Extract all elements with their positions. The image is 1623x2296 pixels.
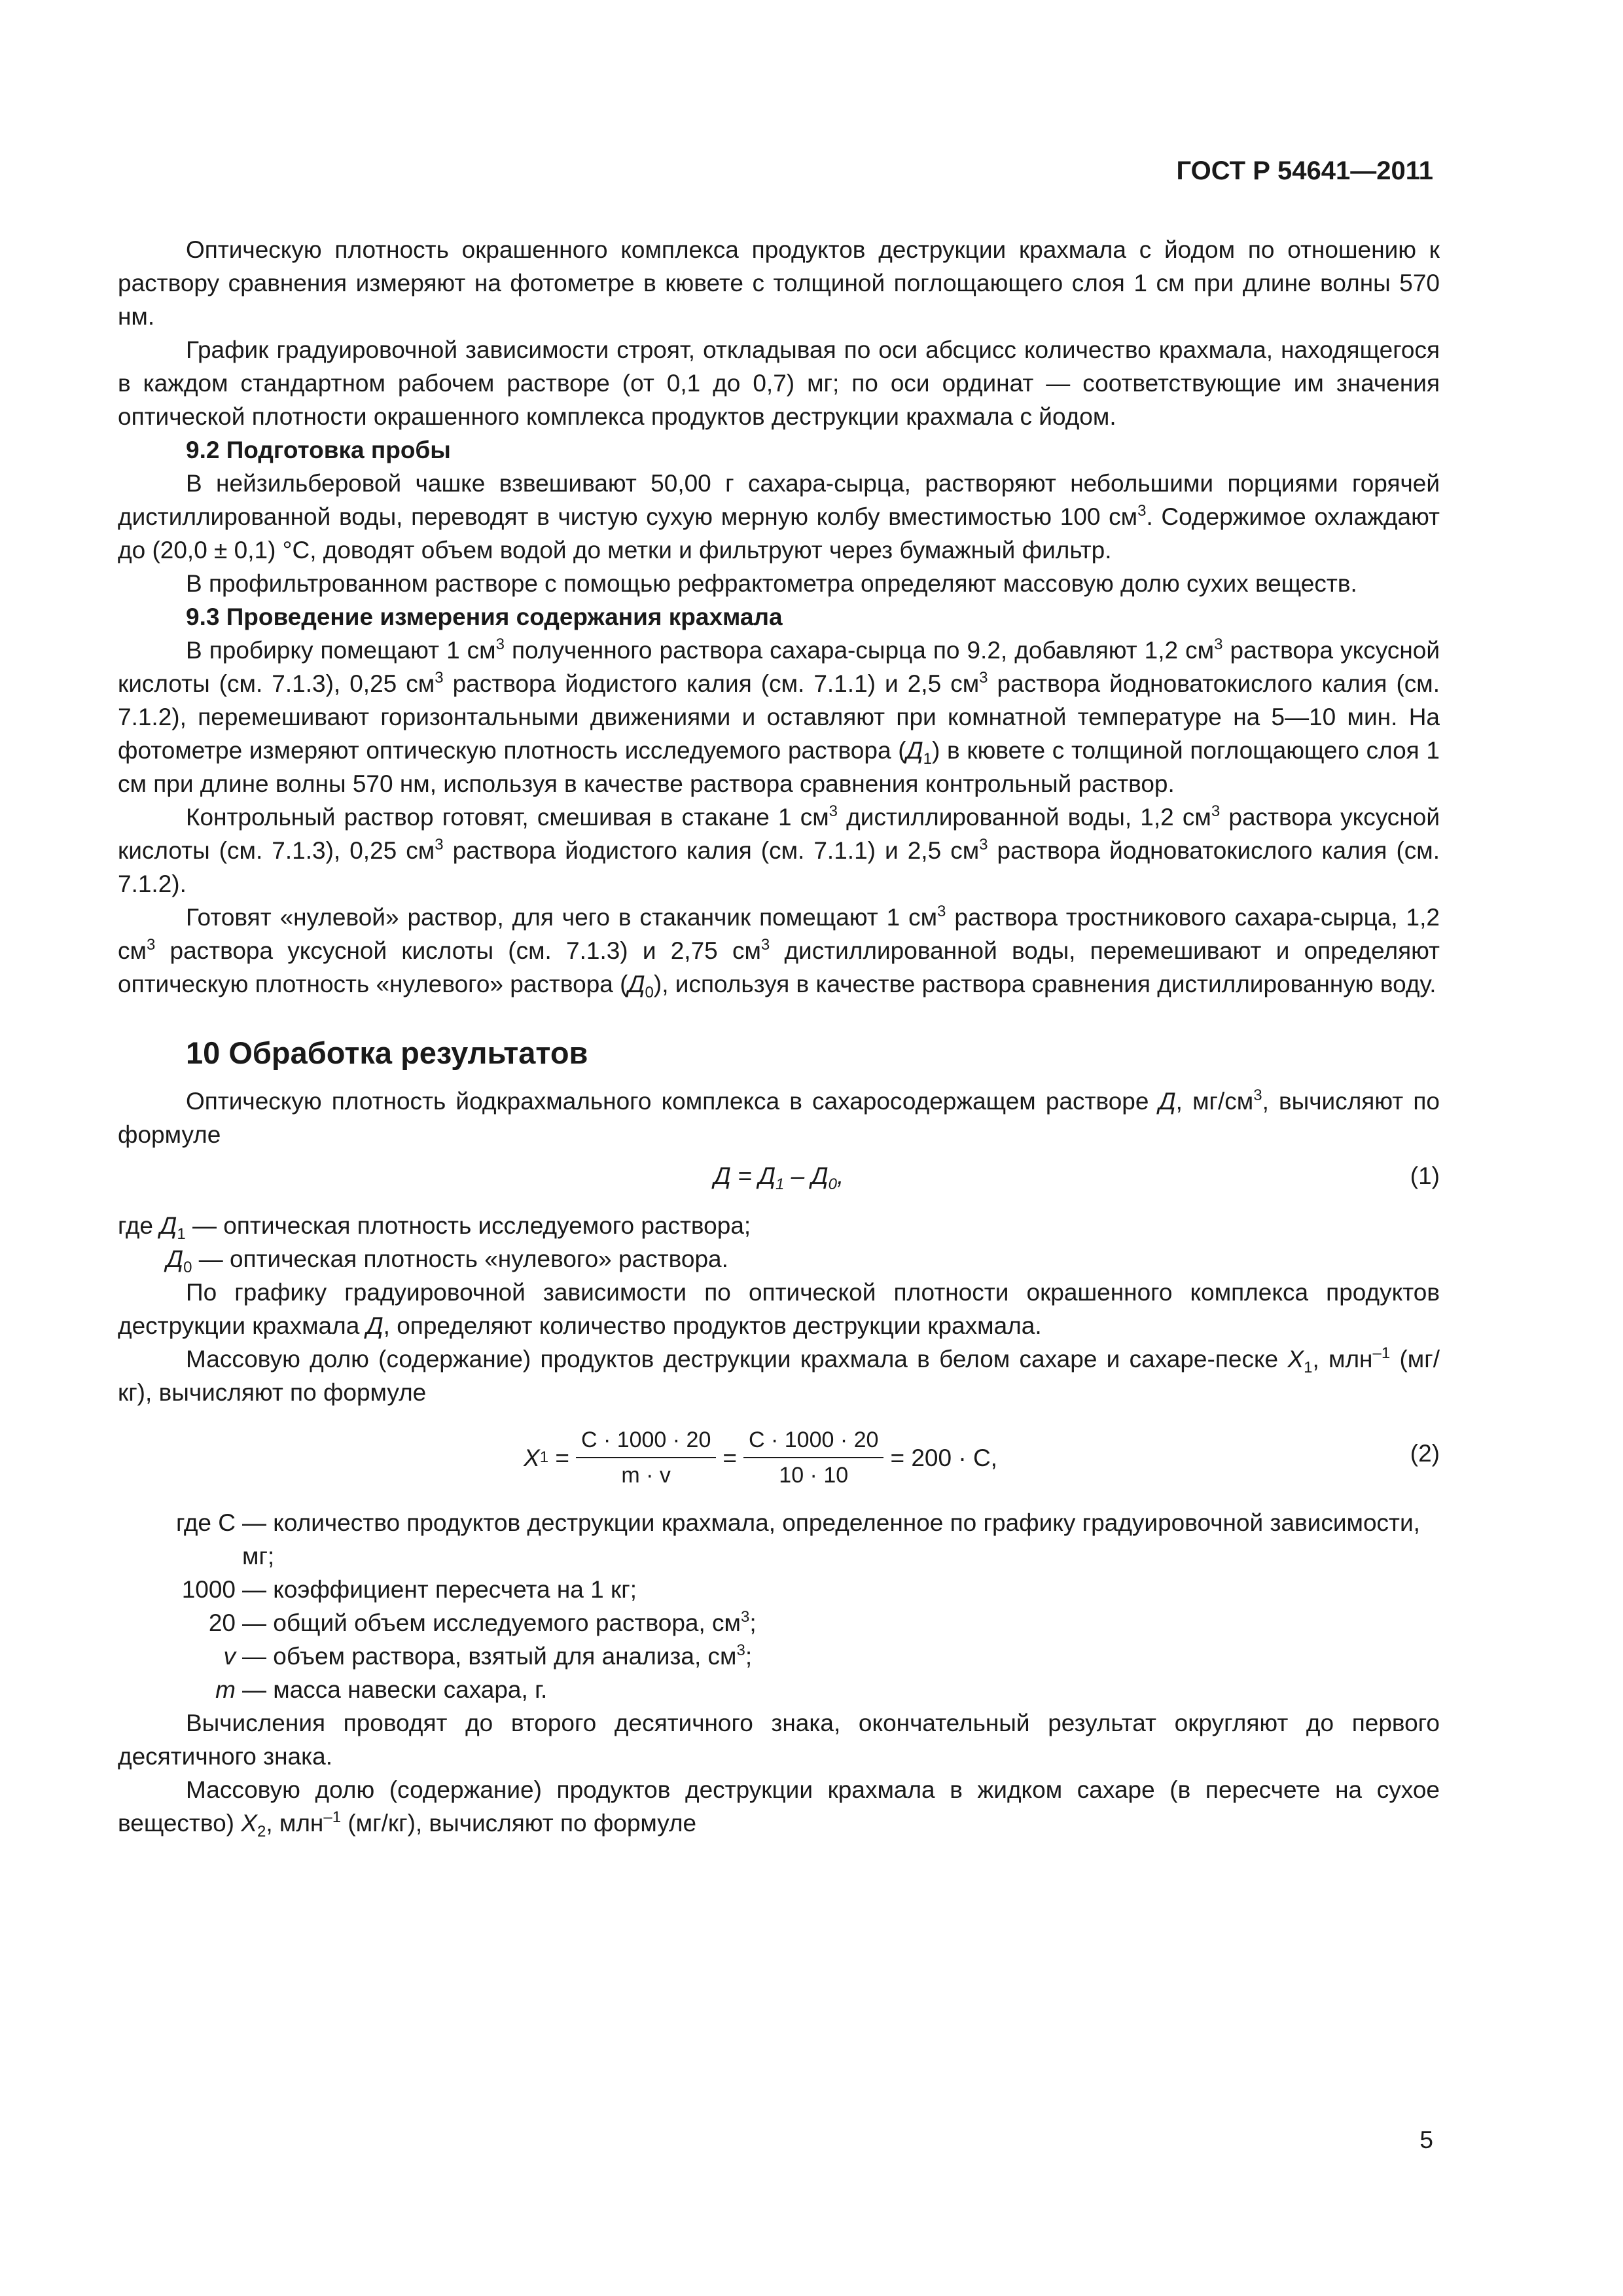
formula-1: $Д = Д_1 - Д_0$, (1)	[118, 1159, 1440, 1201]
where-list-2	[118, 1506, 1440, 1706]
paragraph-9-3-2: Контрольный раствор готовят, смешивая в стакане 1 $см^3$ дистиллированной воды, 1,2 $см^3$ раствора уксусной кислоты (см. 7.1.3), 0,25 $см^3$ раствора йодистого калия (см. 7.1.1) и 2,5 $см^3$ раствора йодноватокислого калия (см. 7.1.2).	[118, 802, 1440, 897]
paragraph-10-2: По графику градуировочной зависимости по оптической плотности окрашенного комплекса продуктов деструкции крахмала Д, определяют количество продуктов деструкции крахмала.	[118, 1279, 1440, 1339]
formula-2-number: (2)	[1410, 1440, 1440, 1467]
formula-2: X 1 = $\frac{C \cdot 1000 \cdot 20}{m \cdot v}$ = $\frac{C \cdot 1000 \cdot 20}{10 \cdot 10}$ = 200 · C, (2)	[118, 1416, 1440, 1499]
section-10-title: 10 Обработка результатов	[186, 1035, 588, 1070]
paragraph-9-3-1: В пробирку помещают 1 $см^3$ полученного раствора сахара-сырца по 9.2, добавляют 1,2 $см^3$ раствора уксусной кислоты (см. 7.1.3), 0,25 $см^3$ раствора йодистого калия (см. 7.1.1) и 2,5 $см^3$ раствора йодноватокислого калия (см. 7.1.2), перемешивают горизонтальными движениями и оставляют при комнатной температуре на 5—10 мин. На фотометре измеряют оптическую плотность исследуемого раствора $(Д_1)$ в кювете с толщиной поглощающего слоя 1 см при длине волны 570 нм, используя в качестве раствора сравнения контрольный раствор.	[118, 636, 1440, 797]
where-item: 20 — общий объем исследуемого раствора, $см^3$;	[208, 1608, 757, 1636]
paragraph-9-3-3: Готовят «нулевой» раствор, для чего в стаканчик помещают 1 $см^3$ раствора тростникового сахара-сырца, 1,2 $см^3$ раствора уксусной кислоты (см. 7.1.3) и 2,75 $см^3$ дистиллированной воды, перемешивают и определяют оптическую плотность «нулевого» раствора $(Д_0)$, используя в качестве раствора сравнения дистиллированную воду.	[118, 903, 1440, 1001]
paragraph-optical-density: Оптическую плотность окрашенного комплекса продуктов деструкции крахмала с йодом по отношению к раствору сравнения измеряют на фотометре в кювете с толщиной поглощающего слоя 1 см при длине волны 570 нм.	[118, 236, 1440, 330]
paragraph-10-4: Вычисления проводят до второго десятичного знака, окончательный результат округляют до первого десятичного знака.	[118, 1710, 1440, 1770]
body-text	[118, 233, 1440, 1840]
where-item: где C — количество продуктов деструкции крахмала, определенное по графику градуировочной зависимости, мг;	[175, 1509, 1420, 1570]
where-item: 1000 — коэффициент пересчета на 1 кг;	[181, 1576, 637, 1603]
where-d0: $Д_0$ — оптическая плотность «нулевого» раствора.	[166, 1246, 728, 1276]
section-9-3-title: 9.3 Проведение измерения содержания крахмала	[186, 603, 783, 630]
paragraph-10-5: Массовую долю (содержание) продуктов деструкции крахмала в жидком сахаре (в пересчете на сухое вещество) $X_2$, млн$^{-1}$ (мг/кг), вычисляют по формуле	[118, 1776, 1440, 1840]
paragraph-10-3: Массовую долю (содержание) продуктов деструкции крахмала в белом сахаре и сахаре-песке $X_1$, млн$^{-1}$ (мг/кг), вычисляют по формуле	[118, 1344, 1440, 1406]
fraction-2: $\frac{C \cdot 1000 \cdot 20}{10 \cdot 10}$	[743, 1426, 883, 1490]
section-9-2-title: 9.2 Подготовка пробы	[186, 437, 451, 463]
page-number: 5	[1419, 2126, 1433, 2153]
fraction-1: $\frac{C \cdot 1000 \cdot 20}{m \cdot v}$	[576, 1426, 716, 1490]
formula-1-number: (1)	[1410, 1162, 1440, 1189]
where-item: v — объем раствора, взятый для анализа, $см^3$;	[223, 1641, 753, 1670]
paragraph-9-2-1: В нейзильберовой чашке взвешивают 50,00 г сахара-сырца, растворяют небольшими порциями горячей дистиллированной воды, переводят в чистую сухую мерную колбу вместимостью 100 $см^3$. Содержимое охлаждают до (20,0 ± 0,1) °С, доводят объем водой до метки и фильтруют через бумажный фильтр.	[118, 470, 1440, 564]
standard-code: ГОСТ Р 54641—2011	[1176, 156, 1433, 185]
paragraph-9-2-2: В профильтрованном растворе с помощью рефрактометра определяют массовую долю сухих веществ.	[186, 570, 1357, 597]
where-item: m — масса навески сахара, г.	[215, 1676, 548, 1703]
where-d1: где $Д_1$ — оптическая плотность исследуемого раствора;	[118, 1212, 751, 1243]
paragraph-10-1: Оптическую плотность йодкрахмального комплекса в сахаросодержащем растворе Д, $мг/см^3$, вычисляют по формуле	[118, 1086, 1440, 1148]
paragraph-calibration-graph: График градуировочной зависимости строят, откладывая по оси абсцисс количество крахмала, находящегося в каждом стандартном рабочем растворе (от 0,1 до 0,7) мг; по оси ординат — соответствующие им значения оптической плотности окрашенного комплекса продуктов деструкции крахмала с йодом.	[118, 336, 1440, 430]
